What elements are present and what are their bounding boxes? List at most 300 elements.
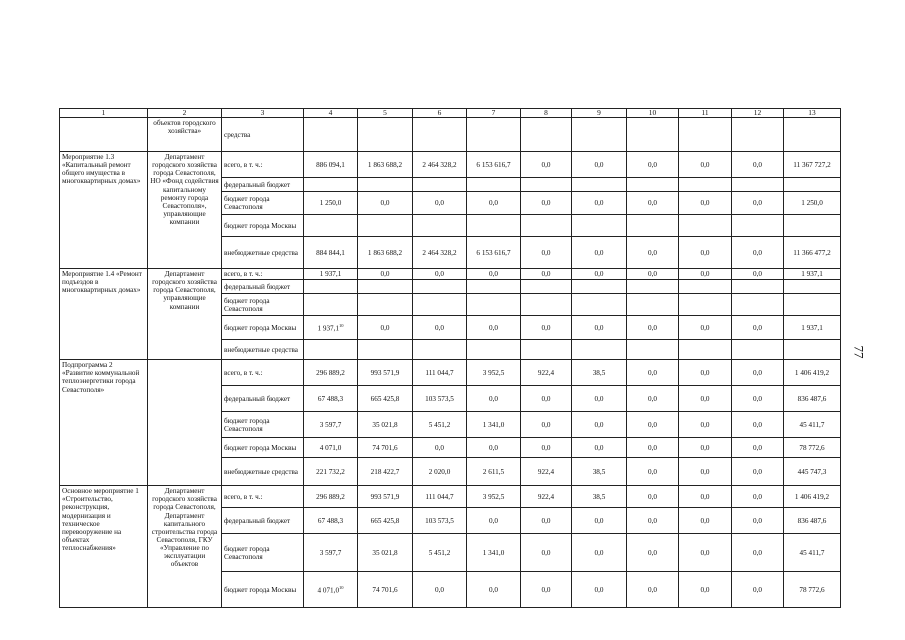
column-number-header: 4 (304, 109, 358, 118)
value-text: 2 464 328,2 (422, 248, 457, 257)
value-cell (732, 237, 784, 269)
column-number-header: 1 (60, 109, 148, 118)
value-text: 665 425,8 (370, 394, 400, 403)
value-text: 0,0 (594, 585, 604, 594)
value-text: 74 701,6 (372, 585, 398, 594)
value-cell (413, 458, 467, 486)
empty-cell (304, 340, 358, 360)
value-cell (784, 386, 841, 412)
empty-cell (627, 118, 679, 152)
value-cell (784, 360, 841, 386)
value-cell (679, 316, 732, 340)
value-cell (732, 360, 784, 386)
value-cell (413, 534, 467, 572)
value-text: 993 571,9 (370, 492, 400, 501)
value-text: 0,0 (594, 420, 604, 429)
budget-table (59, 108, 841, 608)
value-text: 886 094,1 (316, 160, 345, 169)
value-text: 1 341,0 (482, 548, 505, 557)
value-text: 0,0 (541, 270, 551, 279)
empty-cell (467, 280, 521, 294)
value-cell (413, 192, 467, 215)
value-cell (679, 360, 732, 386)
value-text: 0,0 (594, 548, 604, 557)
empty-cell (732, 294, 784, 316)
value-text: 0,0 (541, 248, 551, 257)
empty-cell (358, 294, 413, 316)
value-cell (627, 458, 679, 486)
value-cell (304, 458, 358, 486)
value-cell (732, 316, 784, 340)
table-row (60, 118, 841, 152)
value-text: 0,0 (435, 199, 444, 208)
value-text: 0,0 (380, 270, 390, 279)
value-cell (627, 412, 679, 438)
value-cell (467, 237, 521, 269)
value-text: 0,0 (541, 160, 551, 169)
value-cell (679, 192, 732, 215)
value-cell (572, 412, 627, 438)
value-text: 0,0 (753, 394, 762, 403)
executor-cell: Департамент городского хозяйства города Севастополя, НО «Фонд содействия капитальному ремонту города Севастополя», управляющие компании (148, 152, 222, 269)
empty-cell (572, 215, 627, 237)
column-number-header: 9 (572, 109, 627, 118)
value-cell (304, 316, 358, 340)
value-cell (521, 192, 572, 215)
empty-cell (467, 294, 521, 316)
value-cell (304, 386, 358, 412)
value-cell (304, 438, 358, 458)
empty-cell (679, 178, 732, 192)
value-cell (358, 508, 413, 534)
value-text: 0,0 (700, 248, 710, 257)
value-text: 1 863 688,2 (367, 160, 403, 169)
value-text: 922,4 (537, 467, 555, 476)
value-cell (304, 360, 358, 386)
value-text: 4 071,0 (319, 443, 342, 452)
value-text: 0,0 (541, 585, 551, 594)
value-text: 0,0 (700, 443, 710, 452)
column-number-header: 13 (784, 109, 841, 118)
value-text: 11 367 727,2 (793, 160, 831, 169)
value-text: 0,0 (700, 492, 710, 501)
value-cell (358, 438, 413, 458)
value-text: 0,0 (648, 270, 657, 279)
value-cell (358, 269, 413, 280)
value-text: 0,0 (594, 160, 604, 169)
value-cell (732, 269, 784, 280)
column-number-header: 5 (358, 109, 413, 118)
empty-cell (572, 118, 627, 152)
value-cell (732, 572, 784, 608)
value-cell (784, 269, 841, 280)
empty-cell (467, 118, 521, 152)
column-number-header: 8 (521, 109, 572, 118)
value-cell (732, 152, 784, 178)
value-text: 0,0 (648, 516, 657, 525)
value-cell (521, 269, 572, 280)
value-text: 0,0 (700, 420, 710, 429)
value-cell (732, 192, 784, 215)
value-text: 74 701,6 (372, 443, 398, 452)
value-cell (627, 508, 679, 534)
value-text: 0,0 (594, 516, 604, 525)
funding-source-label: всего, в т. ч.: (222, 269, 304, 280)
value-text: 0,0 (541, 420, 551, 429)
value-cell (521, 458, 572, 486)
funding-source-label: внебюджетные средства (222, 458, 304, 486)
table-row (60, 486, 841, 508)
value-text: 0,0 (648, 248, 657, 257)
value-text: 2 020,0 (428, 467, 451, 476)
funding-source-label: федеральный бюджет (222, 386, 304, 412)
value-text: 0,0 (435, 585, 444, 594)
value-text: 0,0 (753, 248, 762, 257)
value-text: 0,0 (753, 323, 762, 332)
activity-name-cell: Мероприятие 1.4 «Ремонт подъездов в многоквартирных домах» (60, 269, 148, 360)
value-cell (358, 152, 413, 178)
value-cell (679, 572, 732, 608)
value-text: 0,0 (489, 585, 498, 594)
value-cell (679, 438, 732, 458)
value-cell (572, 316, 627, 340)
value-text: 11 366 477,2 (793, 248, 831, 257)
empty-cell (732, 280, 784, 294)
empty-cell (627, 215, 679, 237)
value-cell (521, 534, 572, 572)
value-cell (304, 192, 358, 215)
value-cell (572, 508, 627, 534)
empty-cell (413, 215, 467, 237)
value-text: 0,0 (648, 467, 657, 476)
value-text: 0,0 (648, 548, 657, 557)
value-text: 0,0 (648, 199, 657, 208)
value-cell (572, 192, 627, 215)
value-text: 0,0 (753, 492, 762, 501)
value-cell (467, 192, 521, 215)
value-cell (784, 152, 841, 178)
value-cell (413, 438, 467, 458)
funding-source-label: бюджет города Севастополя (222, 294, 304, 316)
value-cell (679, 534, 732, 572)
value-cell (413, 508, 467, 534)
value-cell (784, 237, 841, 269)
value-cell (732, 534, 784, 572)
value-cell (467, 438, 521, 458)
funding-source-label: бюджет города Москвы (222, 572, 304, 608)
value-cell (679, 152, 732, 178)
value-cell (413, 237, 467, 269)
value-cell (521, 360, 572, 386)
value-text: 0,0 (594, 443, 604, 452)
value-text: 0,0 (700, 394, 710, 403)
value-cell (732, 508, 784, 534)
empty-cell (784, 215, 841, 237)
value-cell (413, 486, 467, 508)
value-cell (784, 534, 841, 572)
funding-source-label: бюджет города Севастополя (222, 192, 304, 215)
empty-cell (413, 340, 467, 360)
value-text: 0,0 (700, 199, 710, 208)
value-cell (627, 572, 679, 608)
value-cell (627, 386, 679, 412)
value-text: 0,0 (489, 323, 498, 332)
value-text: 0,0 (648, 420, 657, 429)
empty-cell (358, 215, 413, 237)
empty-cell (521, 340, 572, 360)
value-cell (627, 360, 679, 386)
value-text: 0,0 (541, 394, 551, 403)
empty-cell (679, 294, 732, 316)
empty-cell (413, 178, 467, 192)
empty-cell (784, 340, 841, 360)
value-cell (521, 508, 572, 534)
value-cell (521, 152, 572, 178)
empty-cell (572, 340, 627, 360)
value-cell (521, 412, 572, 438)
value-text: 0,0 (700, 548, 710, 557)
value-text: 0,0 (435, 270, 444, 279)
value-text: 0,0 (648, 368, 657, 377)
value-text: 0,0 (489, 199, 498, 208)
table-body (60, 109, 841, 608)
empty-cell (784, 118, 841, 152)
value-text: 0,0 (700, 516, 710, 525)
value-text: 221 732,2 (316, 467, 345, 476)
value-text: 0,0 (648, 394, 657, 403)
value-cell (572, 237, 627, 269)
empty-cell (679, 118, 732, 152)
value-cell (784, 316, 841, 340)
value-text: 922,4 (537, 368, 555, 377)
value-text: 0,0 (753, 585, 762, 594)
empty-cell (572, 178, 627, 192)
value-text: 0,0 (380, 199, 390, 208)
value-cell (467, 269, 521, 280)
empty-cell (304, 294, 358, 316)
value-cell (413, 316, 467, 340)
empty-cell (467, 178, 521, 192)
value-cell (521, 572, 572, 608)
value-text: 0,0 (489, 516, 498, 525)
value-cell (358, 237, 413, 269)
value-text: 1 937,1 (801, 323, 823, 332)
value-text: 296 889,2 (316, 368, 345, 377)
value-text: 3 597,7 (319, 548, 342, 557)
value-text: 5 451,2 (428, 420, 451, 429)
value-cell (521, 486, 572, 508)
value-text: 0,0 (648, 585, 657, 594)
funding-source-label: федеральный бюджет (222, 508, 304, 534)
value-cell (467, 152, 521, 178)
value-text: 0,0 (753, 420, 762, 429)
empty-cell (521, 178, 572, 192)
value-text: 0,0 (541, 548, 551, 557)
empty-cell (304, 215, 358, 237)
empty-cell (521, 294, 572, 316)
value-text: 67 488,3 (317, 394, 344, 403)
value-cell (467, 360, 521, 386)
value-text: 38,5 (592, 368, 606, 377)
value-text: 103 573,5 (425, 516, 454, 525)
funding-source-label: бюджет города Москвы (222, 316, 304, 340)
value-cell (304, 412, 358, 438)
value-cell (572, 269, 627, 280)
value-cell (627, 438, 679, 458)
value-cell (304, 269, 358, 280)
value-text: 0,0 (700, 585, 710, 594)
value-text: 3 597,7 (319, 420, 342, 429)
empty-cell (467, 340, 521, 360)
value-cell (358, 360, 413, 386)
value-text: 0,0 (489, 394, 498, 403)
value-text: 6 153 616,7 (476, 160, 511, 169)
value-cell (572, 152, 627, 178)
value-cell (467, 386, 521, 412)
value-cell (627, 486, 679, 508)
empty-cell (358, 280, 413, 294)
empty-cell (304, 118, 358, 152)
table-row (60, 269, 841, 280)
value-cell (732, 458, 784, 486)
value-cell (627, 152, 679, 178)
value-text: 1 406 419,2 (794, 368, 830, 377)
value-cell (679, 237, 732, 269)
column-number-header: 2 (148, 109, 222, 118)
value-text: 0,0 (594, 199, 604, 208)
empty-cell (732, 340, 784, 360)
value-text: 0,0 (700, 467, 710, 476)
executor-cell: Департамент городского хозяйства города Севастополя, управляющие компании (148, 269, 222, 360)
value-text: 0,0 (753, 443, 762, 452)
funding-source-label: бюджет города Севастополя (222, 534, 304, 572)
empty-cell (358, 118, 413, 152)
executor-cell: Департамент городского хозяйства города Севастополя, Департамент капитального строительства города Севастополя, ГКУ «Управление по эксплуатации объектов (148, 486, 222, 608)
table-row (60, 152, 841, 178)
value-cell (304, 237, 358, 269)
funding-source-label: внебюджетные средства (222, 340, 304, 360)
value-cell (358, 386, 413, 412)
value-text: 0,0 (753, 467, 762, 476)
value-text: 296 889,2 (316, 492, 345, 501)
empty-cell (60, 118, 148, 152)
value-text: 836 487,6 (797, 516, 827, 525)
empty-cell (358, 340, 413, 360)
value-text: 0,0 (594, 248, 604, 257)
empty-cell (572, 280, 627, 294)
empty-cell (732, 215, 784, 237)
empty-cell (304, 178, 358, 192)
empty-cell (732, 118, 784, 152)
value-text: 0,0 (700, 323, 710, 332)
column-number-header-row (60, 109, 841, 118)
value-cell (732, 438, 784, 458)
value-text: 111 044,7 (425, 492, 454, 501)
value-cell (627, 534, 679, 572)
value-cell (521, 237, 572, 269)
value-text: 0,0 (753, 160, 762, 169)
value-text: 2 611,5 (482, 467, 505, 476)
value-cell (304, 508, 358, 534)
empty-cell (784, 178, 841, 192)
funding-source-label: бюджет города Москвы (222, 215, 304, 237)
value-text: 0,0 (541, 443, 551, 452)
value-text: 0,0 (753, 548, 762, 557)
value-text: 218 422,7 (370, 467, 400, 476)
value-cell (784, 412, 841, 438)
value-text: 1 250,0 (319, 199, 342, 208)
value-text: 0,0 (435, 443, 444, 452)
value-text: 38,5 (592, 467, 606, 476)
value-text: 4 071,0 (317, 586, 340, 595)
value-text: 0,0 (541, 516, 551, 525)
value-text: 1 937,1 (319, 270, 342, 279)
value-text: 0,0 (648, 160, 657, 169)
value-text: 0,0 (594, 323, 604, 332)
funding-source-label: всего, в т. ч.: (222, 152, 304, 178)
column-number-header: 6 (413, 109, 467, 118)
activity-name-cell: Подпрограмма 2 «Развитие коммунальной теплоэнергетики города Севастополя» (60, 360, 148, 486)
value-cell (572, 386, 627, 412)
page-number: 77 (851, 345, 867, 359)
value-text: 1 937,1 (317, 324, 340, 333)
value-cell (358, 534, 413, 572)
table-row (60, 360, 841, 386)
value-text: 0,0 (648, 443, 657, 452)
value-cell (413, 360, 467, 386)
value-cell (413, 386, 467, 412)
value-cell (784, 508, 841, 534)
value-text: 922,4 (537, 492, 555, 501)
value-text: 1 937,1 (801, 270, 823, 279)
funding-source-label: бюджет города Севастополя (222, 412, 304, 438)
value-text: 67 488,3 (317, 516, 344, 525)
value-cell (358, 572, 413, 608)
value-cell (304, 152, 358, 178)
value-text: 1 250,0 (801, 199, 823, 208)
empty-cell (148, 360, 222, 486)
funding-source-label: федеральный бюджет (222, 280, 304, 294)
value-cell (413, 572, 467, 608)
value-text: 0,0 (594, 394, 604, 403)
value-text: 0,0 (753, 516, 762, 525)
value-cell (784, 458, 841, 486)
value-text: 45 411,7 (799, 548, 825, 557)
value-cell (784, 572, 841, 608)
empty-cell (732, 178, 784, 192)
value-cell (679, 458, 732, 486)
empty-cell (358, 178, 413, 192)
value-text: 993 571,9 (370, 368, 400, 377)
empty-cell (521, 215, 572, 237)
empty-cell (413, 118, 467, 152)
value-cell (304, 486, 358, 508)
value-cell (627, 237, 679, 269)
value-cell (784, 438, 841, 458)
value-text: 445 747,3 (797, 467, 827, 476)
value-cell (572, 534, 627, 572)
value-cell (358, 412, 413, 438)
footnote-mark: 10 (339, 323, 344, 329)
column-number-header: 3 (222, 109, 304, 118)
value-text: 103 573,5 (425, 394, 454, 403)
value-cell (358, 192, 413, 215)
value-cell (304, 572, 358, 608)
empty-cell (679, 215, 732, 237)
value-text: 1 341,0 (482, 420, 505, 429)
value-text: 35 021,8 (372, 420, 398, 429)
empty-cell (627, 178, 679, 192)
